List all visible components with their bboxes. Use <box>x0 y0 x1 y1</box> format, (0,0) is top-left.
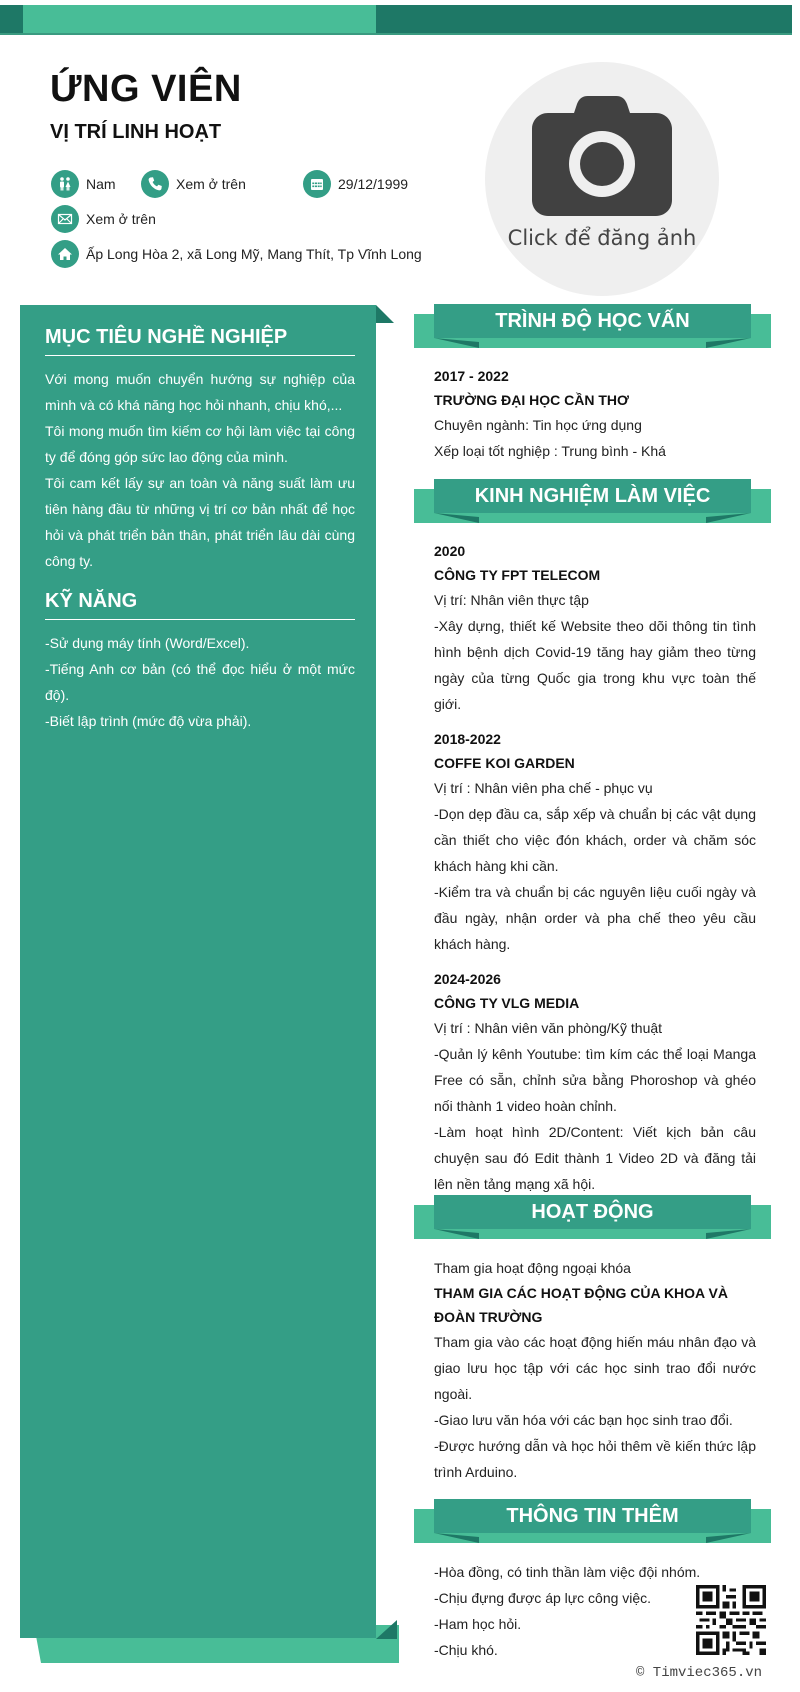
additional-item: -Chịu đựng được áp lực công việc. <box>434 1590 652 1606</box>
experience-detail: -Kiểm tra và chuẩn bị các nguyên liệu cuối ngày và đầu ngày, nhận order và pha chế theo yêu cầu khách hàng. <box>434 884 756 952</box>
additional-item: -Chịu khó. <box>434 1642 498 1658</box>
activity-detail: -Được hướng dẫn và học hỏi thêm về kiến thức lập trình Arduino. <box>434 1438 756 1480</box>
qr-code-icon <box>696 1585 766 1655</box>
gender-icon <box>51 170 79 198</box>
experience-detail: -Xây dựng, thiết kế Website theo dõi thông tin tình hình bệnh dịch Covid-19 tăng hay giảm theo từng ngày của từng Quốc gia trong khu vực toàn thế giới. <box>434 618 756 712</box>
top-banner <box>0 5 792 34</box>
education-period: 2017 - 2022 <box>434 368 509 384</box>
additional-title: THÔNG TIN THÊM <box>434 1499 751 1533</box>
mail-icon <box>51 205 79 233</box>
activities-heading: THAM GIA CÁC HOẠT ĐỘNG CỦA KHOA VÀ ĐOÀN TRƯỜNG <box>434 1285 728 1325</box>
birthday-field[interactable] <box>303 170 408 198</box>
experience-period: 2024-2026 <box>434 971 501 987</box>
candidate-name[interactable]: ỨNG VIÊN <box>50 68 242 110</box>
activities-subtitle: Tham gia hoạt động ngoại khóa <box>434 1260 631 1276</box>
objective-paragraph: Với mong muốn chuyển hướng sự nghiệp của mình và có khá năng học hỏi nhanh, chịu khó,... <box>45 371 355 413</box>
gender-field[interactable] <box>51 170 116 198</box>
experience-entry <box>434 967 756 1197</box>
additional-item: -Ham học hỏi. <box>434 1616 522 1632</box>
birthday-value: 29/12/1999 <box>338 176 409 192</box>
experience-company: COFFE KOI GARDEN <box>434 755 575 771</box>
experience-entry <box>434 727 756 957</box>
sidebar-top-fold <box>376 305 394 323</box>
activities-title: HOẠT ĐỘNG <box>434 1195 751 1229</box>
experience-section[interactable] <box>434 539 756 1207</box>
objective-paragraph: Tôi mong muốn tìm kiếm cơ hội làm việc tại công ty để đóng góp sức lao động của mình. <box>45 423 355 465</box>
skills-section <box>45 590 355 734</box>
experience-detail: -Quản lý kênh Youtube: tìm kím các thể loại Manga Free có sẵn, chỉnh sửa bằng Phoroshop và ghéo nối thành 1 video hoàn chỉnh. <box>434 1046 756 1114</box>
skills-title: KỸ NĂNG <box>45 590 355 620</box>
skill-item: -Sử dụng máy tính (Word/Excel). <box>45 635 250 651</box>
top-banner-accent <box>23 5 376 34</box>
experience-role: Vị trí: Nhân viên thực tập <box>434 592 589 608</box>
objective-title: MỤC TIÊU NGHỀ NGHIỆP <box>45 326 355 356</box>
experience-title: KINH NGHIỆM LÀM VIỆC <box>434 479 751 513</box>
experience-role: Vị trí : Nhân viên pha chế - phục vụ <box>434 780 653 796</box>
additional-item: -Hòa đồng, có tinh thần làm việc đội nhóm. <box>434 1564 701 1580</box>
experience-period: 2018-2022 <box>434 731 501 747</box>
activity-detail: -Giao lưu văn hóa với các bạn học sinh trao đổi. <box>434 1412 733 1428</box>
experience-detail: -Dọn dẹp đầu ca, sắp xếp và chuẩn bị các vật dụng cần thiết cho việc đón khách, order và chăm sóc khách hàng khi cần. <box>434 806 756 874</box>
objective-paragraph: Tôi cam kết lấy sự an toàn và năng suất làm ưu tiên hàng đầu từ những vị trí cơ bản nhất để học hỏi và phát triển bản thân, phát triển lâu dài cùng công ty. <box>45 475 355 569</box>
objective-text[interactable] <box>45 366 355 574</box>
gender-value: Nam <box>86 176 116 192</box>
email-value: Xem ở trên <box>86 211 156 227</box>
skills-text[interactable] <box>45 630 355 734</box>
experience-entry <box>434 539 756 717</box>
experience-role: Vị trí : Nhân viên văn phòng/Kỹ thuật <box>434 1020 663 1036</box>
education-header <box>414 304 771 348</box>
home-icon <box>51 240 79 268</box>
skill-item: -Biết lập trình (mức độ vừa phải). <box>45 713 252 729</box>
activities-section[interactable] <box>434 1255 756 1485</box>
education-grade: Xếp loại tốt nghiệp : Trung bình - Khá <box>434 443 666 459</box>
calendar-icon <box>303 170 331 198</box>
camera-icon <box>532 96 672 216</box>
experience-company: CÔNG TY VLG MEDIA <box>434 995 580 1011</box>
experience-header <box>414 479 771 523</box>
education-major: Chuyên ngành: Tin học ứng dụng <box>434 417 642 433</box>
skill-item: -Tiếng Anh cơ bản (có thể đọc hiểu ở một mức độ). <box>45 661 355 703</box>
avatar-upload[interactable] <box>485 62 719 296</box>
phone-icon <box>141 170 169 198</box>
phone-field[interactable] <box>141 170 246 198</box>
avatar-caption: Click để đăng ảnh <box>507 226 697 250</box>
cv-header <box>50 68 242 144</box>
email-field[interactable] <box>51 205 156 233</box>
experience-period: 2020 <box>434 543 466 559</box>
address-value: Ấp Long Hòa 2, xã Long Mỹ, Mang Thít, Tp Vĩnh Long <box>86 246 422 262</box>
education-section[interactable] <box>434 364 756 464</box>
candidate-position[interactable]: VỊ TRÍ LINH HOẠT <box>50 121 222 143</box>
top-banner-line <box>0 33 792 35</box>
address-field[interactable] <box>51 240 422 268</box>
activities-header <box>414 1195 771 1239</box>
education-title: TRÌNH ĐỘ HỌC VẤN <box>434 304 751 338</box>
education-school: TRƯỜNG ĐẠI HỌC CẦN THƠ <box>434 392 629 408</box>
additional-header <box>414 1499 771 1543</box>
activity-detail: Tham gia vào các hoạt động hiến máu nhân đạo và giao lưu học tập với các học sinh trao đổi nước ngoài. <box>434 1334 756 1402</box>
phone-value: Xem ở trên <box>176 176 246 192</box>
experience-company: CÔNG TY FPT TELECOM <box>434 567 601 583</box>
copyright-text: © Timviec365.vn <box>636 1665 763 1681</box>
objective-section <box>45 326 355 574</box>
experience-detail: -Làm hoạt hình 2D/Content: Viết kịch bản câu chuyện sau đó Edit thành 1 Video 2D và đăng tải lên nền tảng mạng xã hội. <box>434 1124 756 1192</box>
